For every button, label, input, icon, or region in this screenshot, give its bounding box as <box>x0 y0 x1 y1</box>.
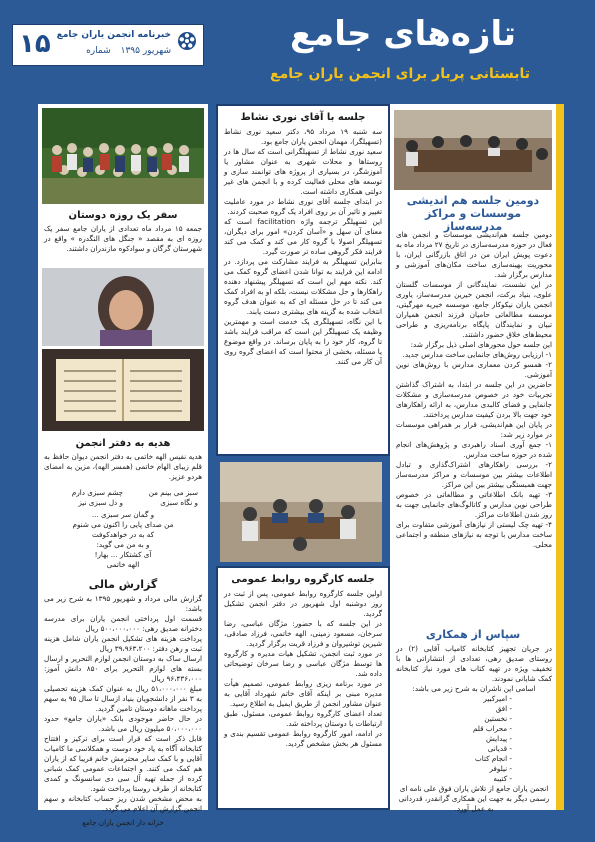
pr-body <box>218 585 388 801</box>
gift-poem <box>48 488 198 508</box>
pr-paragraph: در این جلسه که با حضور: مژگان عباسی، رضا سرخان، مسعود زمینی، الهه خاتمی، فرزاد صادقی، شیرین توشیروان و فرزاد قربت برگزار گردید. <box>224 619 382 648</box>
finance-item: مبلغ ۵۱،۰۰۰،۰۰۰ ریال به عنوان کمک هزینه تحصیلی به ۳ نفر از دانشجویان بنیاد ازسال تا سال ۹۵ به سهم پرداخت ماهانه دوستان تامین گردید. <box>44 684 202 713</box>
finance-item: پرداخت هزینه های تشکیل انجمن یاران شامل هزینه ثبت و رهن دفتر: ۳۹،۹۶۳،۲۰۰ ریال <box>44 634 202 653</box>
newsletter-title: تازه‌های جامع <box>289 14 517 54</box>
pr-box <box>216 566 390 810</box>
association-logo-icon <box>177 31 197 51</box>
meeting-paragraph: دومین جلسه هم‌اندیشی موسسات و انجمن های فعال در حوزه مدرسه‌سازی در تاریخ ۲۷ مرداد ماه به دعوت پویش ایران من در اتاق بازرگانی ایران، با محوریت بهینه‌سازی ساخت مکان‌های آموزشی و مدارس برگزار شد. <box>396 230 552 279</box>
middle-column <box>216 104 386 810</box>
pr-paragraph: اولین جلسه کارگروه روابط عمومی، پس از ثبت در روز دوشنبه اول شهریور در دفتر انجمن تشکیل گردید. <box>224 589 382 618</box>
poem-line: که به در خواهدکوفت <box>92 530 154 539</box>
publisher-item: - پیدایش <box>486 734 512 743</box>
poem-line: و دل سبزی نیز <box>78 498 123 507</box>
gift-heading: هدیه به دفتر انجمن <box>75 438 171 449</box>
thanks-heading: سپاس از همکاری <box>425 628 521 641</box>
finance-heading: گزارش مالی <box>88 578 158 591</box>
pr-paragraph: در مورد برنامه ریزی روابط عمومی، تصمیم هیأت مدیره مبنی بر اینکه آقای خاتم شهرداد آقایی به عنوان مشاور انجمن از طریق ایمیل به اطلاع رسید. <box>224 679 382 708</box>
meeting-paragraph: در این نشست، نمایندگانی از موسسات گلستان علوی، بنیاد برکت، انجمن خیرین مدرسه‌ساز، یاوری انجمن یاران نیکوکار جامع، موسسه خیریه مهرگیتی، موسسه مطالعاتی حامیان فرزند انجمن همیاران تبیان و نمایندگان پایگاه برنامه‌ریزی و طراحی محیط‌های خلاق حضور داشتند. <box>396 280 552 339</box>
publisher-item: - قدیانی <box>487 744 512 753</box>
noori-paragraph: بنابراین تسهیلگر به فرایند مشارکت می پردازد. در ادامه این فرایند به توانا شدن اعضای گروه کمک می کند. نکته مهم این است که تسهیلگر پیشنهاد دهنده راهکارها و حل مشکلات نیست، بلکه او به افراد کمک می کند تا در حل مسئله ای که به عنوان هدف گروه انتخاب شده به گزینه های بیشتری دست یابند. <box>224 257 382 316</box>
meeting-point: ۲- همسو کردن معماری مدارس با روش‌های نوین آموزشی. <box>396 360 552 379</box>
poem-line: سبز می بینم من <box>148 488 198 497</box>
noori-heading: جلسه با آقای نوری نشاط <box>240 112 366 123</box>
finance-closing: به محض مشخص شدن ریز حساب کتابخانه و سهم انجمن گزارش آن اعلام می گردد. <box>44 794 202 813</box>
pr-paragraph: تعداد اعضای کارگروه روابط عمومی، مسئول، طبق ارتباطات با دوستان پرداخته شد. <box>224 709 382 728</box>
thanks-list-intro: اسامی این ناشران به شرح زیر می باشد: <box>412 684 536 693</box>
pr-meeting-photo <box>220 462 382 562</box>
poem-line: و گمان سر سبزی ... <box>91 510 155 519</box>
noori-paragraph: سه شنبه ۱۹ مرداد ۹۵، دکتر سعید نوری نشاط (تسهیلگر)، مهمان انجمن یاران جامع بود. <box>224 127 382 146</box>
publisher-item: - انجام کتاب <box>475 754 512 763</box>
finance-body <box>44 594 202 827</box>
meeting-point: در پایان این هم‌اندیشی، قرار بر همراهی موسسات در موارد زیر شد: <box>396 420 552 439</box>
poem-line: و نگاه سبزی <box>160 498 198 507</box>
noori-paragraph: این تسهیلگر ترجمه واژه facilitation است که معنای آن سهل و «آسان کردن» امور برای دیگران، تسهیلگر اصولا با گروه کار می کند و کمک می کند فرایند فکر گروهی ساده تر صورت گیرد. <box>224 217 382 256</box>
gift-poem-rest <box>48 510 198 570</box>
group-trip-photo <box>42 108 204 204</box>
noori-body <box>218 123 388 445</box>
publisher-item: - امیرکبیر <box>483 694 512 703</box>
issue-date: شهریور ۱۳۹۵ <box>120 46 171 56</box>
newsletter-subtitle: تابستانی پربار برای انجمن یاران جامع <box>270 66 530 82</box>
hafez-book-photo <box>42 349 204 431</box>
noori-paragraph: سعید نوری نشاط از تسهیلگرانی است که سال ها در روستاها و محلات شهری به عنوان مشاور یا آموزشگر، در بسیاری از پروژه های توانمند سازی و توسعه های محلی فعالیت کرده و با انجمن های غیر دولتی همکاری داشته است. <box>224 147 382 196</box>
meeting-point: ۱- جمع آوری اسناد راهبردی و پژوهش‌های انجام شده در حوزه ساخت مدارس. <box>396 440 552 459</box>
noori-paragraph: در ابتدای جلسه آقای نوری نشاط در مورد عاملیت تغییر و تاثیر آن بر روی افراد یک گروه صحبت کردند. <box>224 197 382 216</box>
gift-body: هدیه نفیس الهه خاتمی به دفتر انجمن دیوان حافظ به قلم زیبای الهام خاتمی (همسر الهه)، مزین به امضای هردو عزیز. <box>44 452 202 481</box>
right-column <box>390 104 564 813</box>
meeting-point: ۲- بررسی راهکارهای اشتراک‌گذاری و تبادل اطلاعات بیشتر بین موسسات و مراکز مدرسه‌ساز جهت همبستگی بیشتر بین این مراکز. <box>396 460 552 489</box>
publisher-item: - کتیبه <box>493 774 512 783</box>
publisher-item: - محراب قلم <box>473 724 512 733</box>
finance-treasurer: خزانه دار انجمن یاران جامع <box>82 818 164 827</box>
finance-item: قسمت اول پرداختی انجمن یاران برای مدرسه دخترانه صدیق رهی: ۵۰۰،۰۰۰،۰۰۰ ریال <box>44 614 202 633</box>
thanks-body <box>396 644 552 813</box>
finance-item: ارسال ساک به دوستان انجمن لوازم التحریر و ارسال بسته های لوازم التحریر برای ۸۵۰ دانش آموز: ۹۶،۴۳۶،۰۰۰ ریال <box>44 654 202 683</box>
meeting-point: ۱- ارزیابی روش‌های جانمایی ساخت مدارس جدید. <box>402 350 552 359</box>
pr-paragraph: در مورد ثبت انجمن، تشکیل هیات مدیره و کارگروه ها توسط مژگان عباسی و رضا سرخان توضیحاتی داده شد. <box>224 649 382 678</box>
left-column <box>38 104 208 827</box>
thanks-closing: انجمن یاران جامع از تلاش یاران فوق علی نامه ای رسمی دیگر به جهت این همکاری گرانقدر، قدردانی به عمل آورد. <box>398 784 550 813</box>
meeting-point: ۴- تهیه چک لیستی از نیازهای آموزشی متفاوت برای ساخت مدارس با توجه به نیازهای منطقه و اجتماعی محلی. <box>396 520 552 549</box>
meeting-point: حاضرین در این جلسه در ابتدا، به اشتراک گذاشتن تجربیات خود در خصوص مدرسه‌سازی و مشکلات جانمایی و فضای کالبدی مدارس، به ارائه راهکارهای خود جهت بالا بردن کیفیت مدارس پرداختند. <box>396 380 552 419</box>
publisher-item: - نیلوفر <box>489 764 512 773</box>
issue-label: شماره <box>86 46 111 56</box>
poem-line: و به من می گوید: <box>96 540 150 549</box>
finance-item: در حال حاضر موجودی بانک «یاران جامع» حدود ۵۰،۰۰۰،۰۰۰ میلیون ریال می باشد. <box>44 714 202 733</box>
portrait-photo <box>42 268 204 346</box>
accent-bar <box>556 104 564 810</box>
meeting-paragraph: این جلسه حول محورهای اصلی ذیل برگزار شد: <box>410 340 552 349</box>
pr-paragraph: در ادامه، امور کارگروه روابط عمومی تقسیم بندی و مسئول هر بخش مشخص گردید. <box>224 729 382 748</box>
poem-author: الهه خاتمی <box>106 560 140 569</box>
poem-line: آی کشتکار ... بهار! <box>94 550 152 559</box>
meeting-body <box>396 230 552 618</box>
poem-line: من صدای پایی را اکنون می شنوم <box>72 520 174 529</box>
meeting-photo <box>394 110 552 190</box>
publisher-list <box>396 694 552 784</box>
newsletter-name: خبرنامه انجمن یاران جامع <box>56 30 171 40</box>
trip-heading: سفر یک روزه دوستان <box>68 210 178 221</box>
issue-number: ۱۵ <box>19 29 51 59</box>
poem-line: چشم سبزی دارم <box>71 488 123 497</box>
publisher-item: - نخستین <box>484 714 512 723</box>
trip-body: جمعه ۱۵ مرداد ماه تعدادی از یاران جامع سفر یک روزه ای به مقصد « جنگل های النگدره » واقع در شهرستان گرگان و سوادکوه مازندران داشتند. <box>44 224 202 253</box>
issue-box <box>12 24 204 66</box>
meeting-point: ۳- تهیه بانک اطلاعاتی و مطالعاتی در خصوص طراحی نوین مدارس و کاتالوگ‌های جانمایی جهت به روز شدن اطلاعات مراکز. <box>396 490 552 519</box>
publisher-item: - افق <box>495 704 512 713</box>
thanks-paragraph: در جریان تجهیز کتابخانه کامیاب آقایی (۲) در روستای صدیق رهی، تعدادی از انتشاراتی ها با تخفیف ویژه در تهیه کتاب های مورد نیاز کتابخانه کمک شایانی نمودند. <box>396 644 552 683</box>
finance-intro: گزارش مالی مرداد و شهریور ۱۳۹۵ به شرح زیر می باشد: <box>44 594 202 613</box>
finance-item: قابل ذکر است که قرار است برای ترکیز و افتتاح کتابخانه آگاه به یاد خود دوست و همکلاسی ما کامیاب آقایی و با کمک سایر محترمش خانم فریبا که از یاران هم کمک می کنند. و اجتماعات عمومی کمک شبانی کرده از جمله تهیه آل سی دی سانسونگ و کمدی کتابخانه از طرف روستا پرداخت شود. <box>44 734 202 793</box>
noori-box <box>216 104 390 456</box>
issue-meta <box>76 46 171 56</box>
pr-heading: جلسه کارگروه روابط عمومی <box>231 574 375 585</box>
meeting-heading: دومین جلسه هم اندیشی موسسات و مراکز مدرسه‌ساز <box>406 194 540 233</box>
noori-paragraph: با این نگاه، تسهیلگری یک خدمت است و مهمترین وظیفه یک تسهیلگر این است که مراقب فرایند باشد تا گروه، کار خود را به پایان برساند. در واقع موضوع یا مسئله، بخشی از محتوا است که اعضای گروه روی آن کار می کنند. <box>224 317 382 366</box>
